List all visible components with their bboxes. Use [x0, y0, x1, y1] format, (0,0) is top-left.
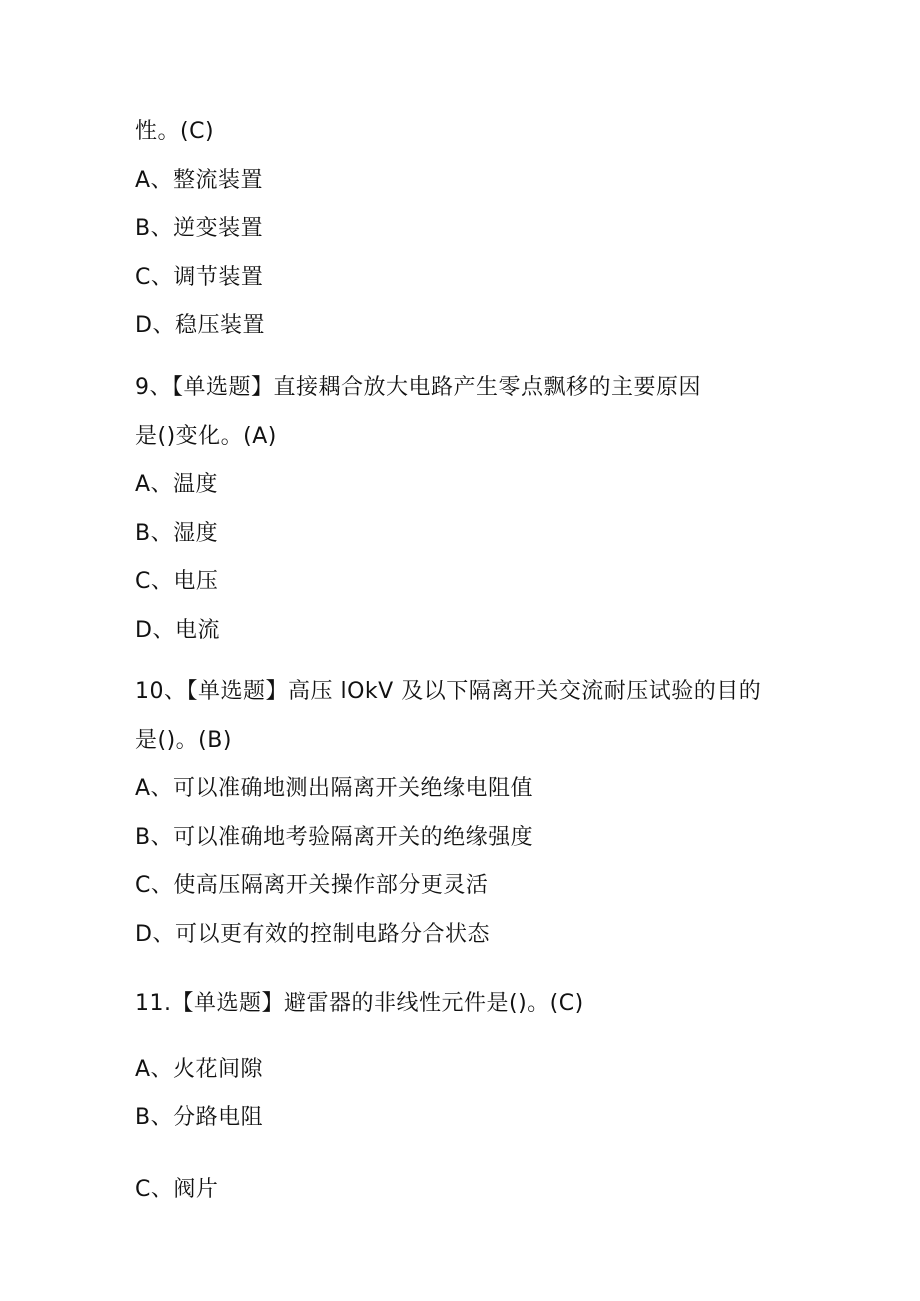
q9-stem-line1: 9、【单选题】直接耦合放大电路产生零点飘移的主要原因: [135, 375, 701, 400]
q8-stem-tail: 性。(C): [135, 119, 215, 144]
q11-option-b: B、分路电阻: [135, 1105, 264, 1130]
q9-stem-line2: 是()变化。(A): [135, 424, 277, 449]
q9-option-c: C、电压: [135, 569, 219, 594]
q8-option-c: C、调节装置: [135, 265, 264, 290]
q10-stem-line2: 是()。(B): [135, 728, 232, 753]
q10-option-c: C、使高压隔离开关操作部分更灵活: [135, 873, 489, 898]
q10-option-b: B、可以准确地考验隔离开关的绝缘强度: [135, 825, 534, 850]
q11-option-c: C、阀片: [135, 1177, 219, 1202]
q11-stem-line1: 11.【单选题】避雷器的非线性元件是()。(C): [135, 991, 584, 1016]
q9-option-d: D、电流: [135, 618, 220, 643]
q10-option-a: A、可以准确地测出隔离开关绝缘电阻值: [135, 776, 534, 801]
q9-option-b: B、湿度: [135, 521, 219, 546]
q8-option-b: B、逆变装置: [135, 216, 264, 241]
q10-option-d: D、可以更有效的控制电路分合状态: [135, 922, 490, 947]
q10-stem-line1: 10、【单选题】高压 lOkV 及以下隔离开关交流耐压试验的目的: [135, 679, 762, 704]
q8-option-d: D、稳压装置: [135, 313, 265, 338]
q8-option-a: A、整流装置: [135, 168, 264, 193]
q9-option-a: A、温度: [135, 472, 219, 497]
q11-option-a: A、火花间隙: [135, 1057, 264, 1082]
